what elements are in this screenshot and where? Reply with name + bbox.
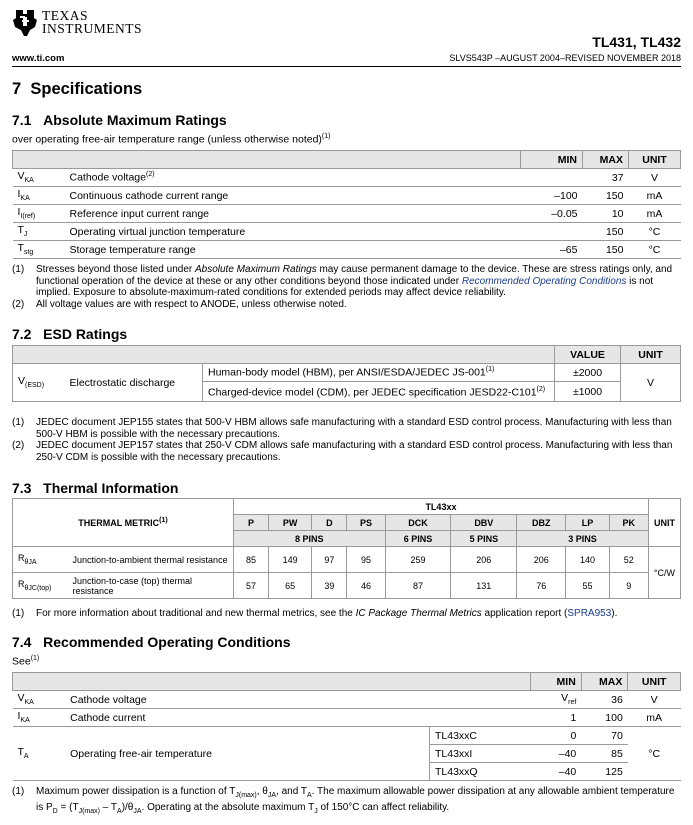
section-7-title bbox=[12, 80, 142, 99]
site-url[interactable]: www.ti.com bbox=[12, 53, 65, 64]
min-value: $V_{ref}$ bbox=[531, 691, 582, 709]
package-pk: PK bbox=[609, 515, 648, 531]
value: 97 bbox=[312, 547, 347, 573]
value: 87 bbox=[385, 573, 451, 599]
table-row bbox=[13, 364, 681, 382]
footnote-ref[interactable]: (1) bbox=[159, 517, 168, 524]
value: 206 bbox=[517, 547, 566, 573]
roc-intro-text: See bbox=[12, 655, 31, 668]
footnote: (2) All voltage values are with respect to ANODE, unless otherwise noted. bbox=[12, 298, 347, 310]
value: 55 bbox=[566, 573, 609, 599]
package-dbz: DBZ bbox=[517, 515, 566, 531]
symbol: $T_J$ bbox=[13, 223, 65, 241]
header-unit: UNIT bbox=[629, 151, 681, 169]
min-value: 1 bbox=[531, 709, 582, 727]
value: 9 bbox=[609, 573, 648, 599]
header-unit: UNIT bbox=[628, 673, 681, 691]
section-number: 7.1 bbox=[12, 112, 32, 128]
thermal-footnotes bbox=[12, 608, 681, 620]
table-row bbox=[13, 709, 681, 727]
footnote: (1) JEDEC document JEP155 states that 500-V HBM allows safe manufacturing with a standard ESD control process. Manufacturing with less than 500-V HBM is possible with the necessary precautions. bbox=[12, 417, 672, 440]
package-ps: PS bbox=[347, 515, 385, 531]
table-row bbox=[13, 169, 681, 187]
value: 52 bbox=[609, 547, 648, 573]
value: 259 bbox=[385, 547, 451, 573]
section-7-1-title bbox=[12, 112, 227, 128]
roc-table bbox=[12, 672, 681, 781]
section-title: Absolute Maximum Ratings bbox=[43, 112, 227, 128]
section-title: Specifications bbox=[30, 80, 143, 98]
parameter: Operating virtual junction temperature bbox=[65, 223, 521, 241]
pin-count-5: 5 PINS bbox=[451, 531, 517, 547]
footnote-ref[interactable]: (1) bbox=[30, 655, 40, 662]
package-lp: LP bbox=[566, 515, 609, 531]
header-device-family: TL43xx bbox=[234, 499, 649, 515]
section-7-4-title bbox=[12, 634, 291, 650]
min-value bbox=[521, 223, 583, 241]
package-dbv: DBV bbox=[451, 515, 517, 531]
header-value: VALUE bbox=[555, 346, 621, 364]
symbol: $I_{KA}$ bbox=[13, 709, 66, 727]
table-row bbox=[13, 223, 681, 241]
unit: V bbox=[628, 691, 681, 709]
table-row bbox=[13, 727, 681, 745]
value: 57 bbox=[234, 573, 269, 599]
amr-footnotes bbox=[12, 264, 681, 310]
table-header-row bbox=[13, 151, 681, 169]
parameter: Cathode current bbox=[65, 709, 531, 727]
amr-table bbox=[12, 150, 681, 259]
header-min: MIN bbox=[531, 673, 582, 691]
document-id: SLVS543P –AUGUST 2004–REVISED NOVEMBER 2018 bbox=[449, 53, 681, 63]
min-value: –40 bbox=[531, 763, 582, 781]
max-value: 85 bbox=[581, 745, 628, 763]
unit: mA bbox=[628, 709, 681, 727]
value: 140 bbox=[566, 547, 609, 573]
parameter: Reference input current range bbox=[65, 205, 521, 223]
pin-count-8: 8 PINS bbox=[234, 531, 386, 547]
max-value: 150 bbox=[583, 187, 629, 205]
thermal-table bbox=[12, 498, 681, 599]
header-unit: UNIT bbox=[621, 346, 681, 364]
value: 85 bbox=[234, 547, 269, 573]
table-row bbox=[13, 205, 681, 223]
package-d: D bbox=[312, 515, 347, 531]
roc-intro bbox=[12, 655, 39, 668]
symbol: $I_{I(ref)}$ bbox=[13, 205, 65, 223]
package-p: P bbox=[234, 515, 269, 531]
symbol: $R_{\theta JC(top)}$ bbox=[13, 573, 68, 599]
parameter: Continuous cathode current range bbox=[65, 187, 521, 205]
max-value: 37 bbox=[583, 169, 629, 187]
min-value: –100 bbox=[521, 187, 583, 205]
max-value: 150 bbox=[583, 241, 629, 259]
max-value: 150 bbox=[583, 223, 629, 241]
section-title: Recommended Operating Conditions bbox=[43, 634, 291, 650]
value: ±2000 bbox=[555, 364, 621, 382]
description: Junction-to-case (top) thermal resistance bbox=[68, 573, 234, 599]
footnote-ref[interactable]: (2) bbox=[536, 386, 546, 394]
ti-logo bbox=[12, 8, 147, 42]
parameter: Storage temperature range bbox=[65, 241, 521, 259]
min-value bbox=[521, 169, 583, 187]
description: Junction-to-ambient thermal resistance bbox=[68, 547, 234, 573]
table-row bbox=[13, 691, 681, 709]
footnote: (2) JEDEC document JEP157 states that 250-V CDM allows safe manufacturing with a standard ESD control process. Manufacturing with less than 250-V CDM is possible with the necessary precautions. bbox=[12, 440, 673, 463]
header-cell-blank bbox=[13, 673, 531, 691]
recommended-conditions-link[interactable]: Recommended Operating Conditions bbox=[461, 275, 627, 287]
symbol: $R_{\theta JA}$ bbox=[13, 547, 68, 573]
unit: °C bbox=[628, 727, 681, 781]
footnote: (1) Stresses beyond those listed under Absolute Maximum Ratings may cause permanent damage to the device. These are stress ratings only, and functional operation of the device at these or any other conditions beyond those indicated under Recommended Operating Conditions is not implied. Exposure to absolute-maximum-rated conditions for extended periods may affect device reliability. bbox=[12, 264, 673, 298]
table-row bbox=[13, 241, 681, 259]
amr-intro bbox=[12, 133, 330, 146]
section-title: ESD Ratings bbox=[43, 326, 128, 342]
device-variant: TL43xxI bbox=[429, 745, 530, 763]
unit: V bbox=[629, 169, 681, 187]
ti-state-icon bbox=[12, 8, 38, 38]
page-header bbox=[0, 0, 693, 70]
device-variant: TL43xxQ bbox=[429, 763, 530, 781]
symbol: $T_{stg}$ bbox=[13, 241, 65, 259]
spra953-link[interactable]: SPRA953 bbox=[567, 608, 612, 619]
unit: °C/W bbox=[648, 547, 680, 599]
table-row bbox=[13, 573, 681, 599]
value: 39 bbox=[312, 573, 347, 599]
footnote-ref[interactable]: (1) bbox=[321, 133, 331, 140]
unit: V bbox=[621, 364, 681, 402]
footnote-text: Maximum power dissipation is a function of $T_{J(max)}$, $\theta_{JA}$, and $T_A$. The maximum allowable power dissipation at any allowable ambient temperature is $P_D = (T_{J(max)} - T_A)/\theta_{JA}$. Operating at the absolute maximum $T_J$ of 150°C can affect reliability. bbox=[36, 786, 675, 815]
parameter: Electrostatic discharge bbox=[65, 364, 203, 402]
parameter: Cathode voltage bbox=[65, 691, 531, 709]
roc-footnotes bbox=[12, 786, 681, 817]
pin-count-3: 3 PINS bbox=[517, 531, 649, 547]
max-value: 125 bbox=[581, 763, 628, 781]
section-number: 7.2 bbox=[12, 326, 32, 342]
max-value: 36 bbox=[581, 691, 628, 709]
table-header-row bbox=[13, 499, 681, 515]
min-value: –40 bbox=[531, 745, 582, 763]
value: 206 bbox=[451, 547, 517, 573]
header-rule bbox=[12, 66, 681, 67]
amr-intro-text: over operating free-air temperature range (unless otherwise noted) bbox=[12, 133, 322, 146]
package-dck: DCK bbox=[385, 515, 451, 531]
symbol: $V_{(ESD)}$ bbox=[13, 364, 65, 402]
symbol: $I_{KA}$ bbox=[13, 187, 65, 205]
section-number: 7.4 bbox=[12, 634, 32, 650]
header-min: MIN bbox=[521, 151, 583, 169]
symbol: $T_A$ bbox=[13, 727, 66, 781]
footnote-ref[interactable]: (2) bbox=[145, 171, 155, 179]
part-numbers: TL431, TL432 bbox=[592, 34, 681, 50]
header-cell-blank bbox=[13, 151, 521, 169]
test-condition: Human-body model (HBM), per ANSI/ESDA/JEDEC JS-001$^{(1)}$ bbox=[203, 364, 555, 382]
section-7-2-title bbox=[12, 326, 127, 342]
section-title: Thermal Information bbox=[43, 480, 179, 496]
symbol: $V_{KA}$ bbox=[13, 691, 66, 709]
package-pw: PW bbox=[268, 515, 311, 531]
min-value: –65 bbox=[521, 241, 583, 259]
header-unit: UNIT bbox=[648, 499, 680, 547]
value: 131 bbox=[451, 573, 517, 599]
unit: °C bbox=[629, 223, 681, 241]
min-value: 0 bbox=[531, 727, 582, 745]
company-name-line2: INSTRUMENTS bbox=[42, 21, 143, 36]
parameter: Cathode voltage$^{(2)}$ bbox=[65, 169, 521, 187]
value: 46 bbox=[347, 573, 385, 599]
esd-footnotes bbox=[12, 417, 681, 463]
table-row bbox=[13, 547, 681, 573]
max-value: 10 bbox=[583, 205, 629, 223]
max-value: 70 bbox=[581, 727, 628, 745]
footnote: (1) For more information about traditional and new thermal metrics, see the IC Package Thermal Metrics application report (SPRA953). bbox=[12, 608, 618, 619]
section-7-3-title bbox=[12, 480, 179, 496]
unit: mA bbox=[629, 205, 681, 223]
section-number: 7.3 bbox=[12, 480, 32, 496]
header-max: MAX bbox=[581, 673, 628, 691]
table-header-row bbox=[13, 673, 681, 691]
footnote: (1) Maximum power dissipation is a function of $T_{J(max)}$, $\theta_{JA}$, and $T_A$. The maximum allowable power dissipation at any allowable ambient temperature is $P_D = (T_{J(max)} - T_A)/\theta_{JA}$. Operating at the absolute maximum $T_J$ of 150°C can affect reliability. bbox=[12, 786, 681, 817]
unit: mA bbox=[629, 187, 681, 205]
section-number: 7 bbox=[12, 80, 22, 98]
max-value: 100 bbox=[581, 709, 628, 727]
value: 95 bbox=[347, 547, 385, 573]
device-variant: TL43xxC bbox=[429, 727, 530, 745]
symbol: $V_{KA}$ bbox=[13, 169, 65, 187]
test-condition: Charged-device model (CDM), per JEDEC specification JESD22-C101$^{(2)}$ bbox=[203, 382, 555, 402]
value: ±1000 bbox=[555, 382, 621, 402]
parameter: Operating free-air temperature bbox=[65, 727, 429, 781]
table-header-row bbox=[13, 346, 681, 364]
table-row bbox=[13, 187, 681, 205]
esd-table bbox=[12, 345, 681, 402]
header-thermal-metric: THERMAL METRIC$^{(1)}$ bbox=[13, 499, 234, 547]
company-name-line1: TEXAS bbox=[42, 8, 88, 23]
header-max: MAX bbox=[583, 151, 629, 169]
min-value: –0.05 bbox=[521, 205, 583, 223]
value: 76 bbox=[517, 573, 566, 599]
pin-count-6: 6 PINS bbox=[385, 531, 451, 547]
header-cell-blank bbox=[13, 346, 555, 364]
value: 149 bbox=[268, 547, 311, 573]
company-name bbox=[42, 9, 142, 35]
footnote-ref[interactable]: (1) bbox=[485, 366, 495, 374]
value: 65 bbox=[268, 573, 311, 599]
unit: °C bbox=[629, 241, 681, 259]
